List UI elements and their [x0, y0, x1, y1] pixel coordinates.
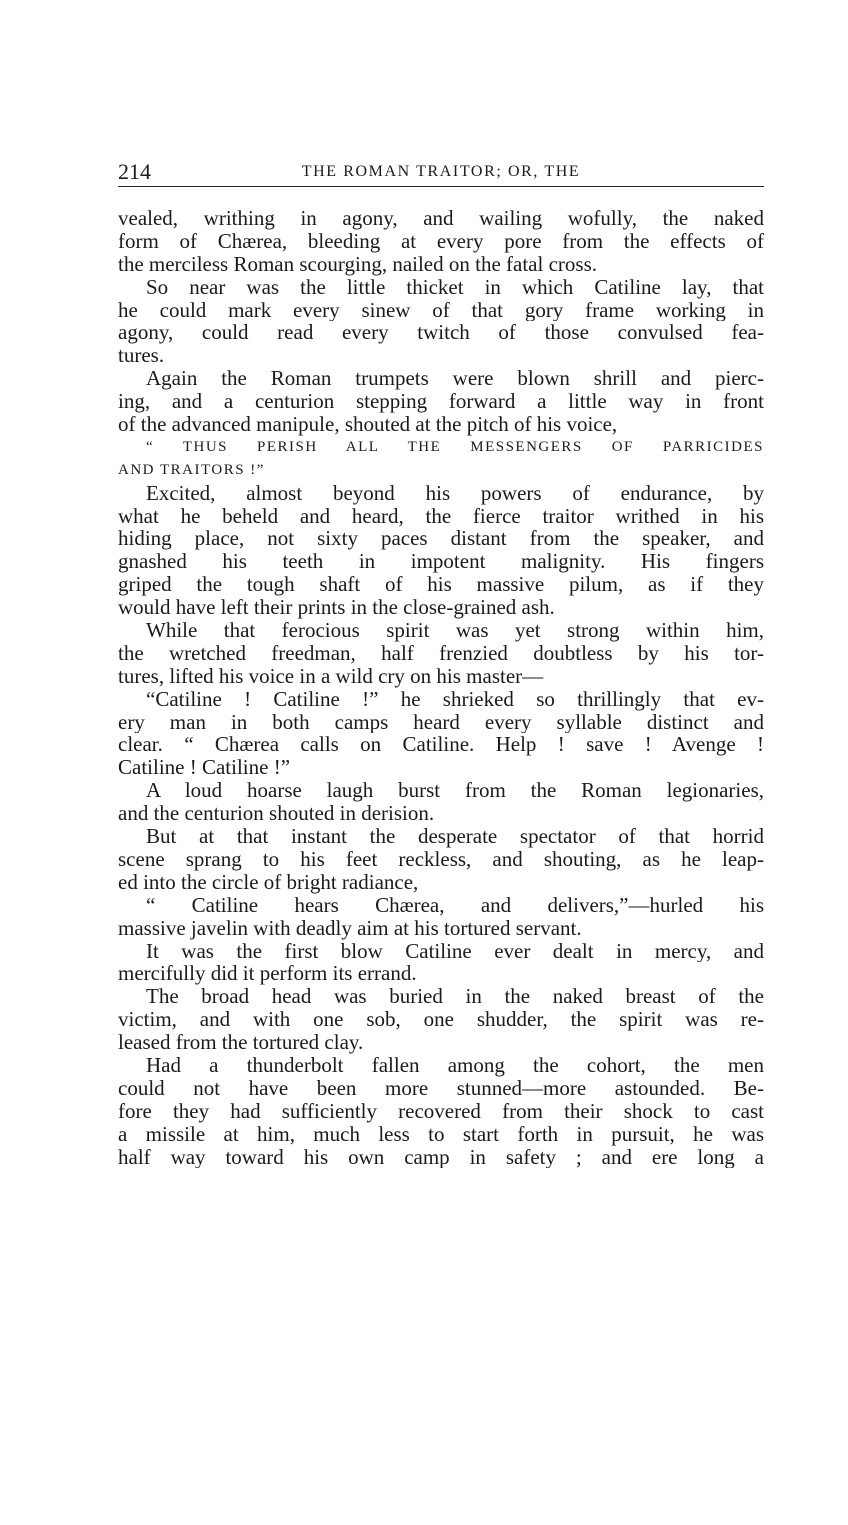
text-line: what he beheld and heard, the fierce traitor writhed in his	[118, 504, 764, 528]
text-line: While that ferocious spirit was yet strong within him,	[146, 619, 764, 642]
text-line: mercifully did it perform its errand.	[118, 962, 417, 986]
text-line: scene sprang to his feet reckless, and shouting, as he leap-	[118, 847, 764, 871]
text-line: half way toward his own camp in safety ; and ere long a	[118, 1145, 764, 1169]
text-line: Again the Roman trumpets were blown shrill and pierc-	[146, 367, 764, 391]
text-line: the wretched freedman, half frenzied doubtless by his tor-	[118, 641, 764, 665]
text-line: and the centurion shouted in derision.	[118, 802, 435, 826]
text-line: Excited, almost beyond his powers of endurance, by	[146, 481, 764, 505]
text-line: “ THUS PERISH ALL THE MESSENGERS OF PARRICIDES	[146, 438, 764, 455]
text-line: ing, and a centurion stepping forward a little way in front	[118, 390, 764, 414]
text-line: AND TRAITORS !”	[118, 461, 265, 478]
text-line: massive javelin with deadly aim at his tortured servant.	[118, 916, 582, 940]
text-line: The broad head was buried in the naked breast of the	[146, 985, 764, 1009]
text-line: form of Chærea, bleeding at every pore from the effects of	[118, 229, 764, 253]
text-line: It was the first blow Catiline ever dealt in mercy, and	[146, 939, 764, 963]
text-line: gnashed his teeth in impotent malignity. His fingers	[118, 550, 764, 574]
text-line: agony, could read every twitch of those convulsed fea-	[118, 321, 764, 345]
text-line: griped the tough shaft of his massive pilum, as if they	[118, 573, 764, 597]
text-line: Catiline ! Catiline !”	[118, 756, 291, 780]
text-line: he could mark every sinew of that gory frame working in	[118, 298, 764, 322]
text-line: clear. “ Chærea calls on Catiline. Help ! save ! Avenge !	[118, 733, 764, 757]
body-text	[118, 207, 764, 1168]
text-line: vealed, writhing in agony, and wailing wofully, the naked	[118, 207, 764, 230]
text-line: a missile at him, much less to start forth in pursuit, he was	[118, 1122, 764, 1146]
text-line: ery man in both camps heard every syllable distinct and	[118, 710, 764, 734]
text-line: So near was the little thicket in which Catiline lay, that	[146, 275, 764, 299]
text-line: victim, and with one sob, one shudder, the spirit was re-	[118, 1008, 764, 1032]
text-line: ed into the circle of bright radiance,	[118, 870, 419, 894]
text-line: A loud hoarse laugh burst from the Roman legionaries,	[146, 779, 764, 803]
text-line: Had a thunderbolt fallen among the cohort, the men	[146, 1053, 764, 1077]
page-header	[118, 158, 764, 187]
text-line: “ Catiline hears Chærea, and delivers,”—hurled his	[146, 893, 764, 917]
text-line: the merciless Roman scourging, nailed on the fatal cross.	[118, 252, 597, 276]
text-line: tures, lifted his voice in a wild cry on his master—	[118, 664, 544, 688]
text-line: “Catiline ! Catiline !” he shrieked so thrillingly that ev-	[146, 687, 764, 711]
text-line: hiding place, not sixty paces distant from the speaker, and	[118, 527, 764, 551]
page-number: 214	[118, 159, 151, 184]
text-line: would have left their prints in the close-grained ash.	[118, 596, 555, 620]
text-line: of the advanced manipule, shouted at the pitch of his voice,	[118, 413, 618, 436]
text-line: But at that instant the desperate spectator of that horrid	[146, 825, 764, 848]
text-line: fore they had sufficiently recovered from their shock to cast	[118, 1099, 764, 1123]
text-line: leased from the tortured clay.	[118, 1031, 364, 1054]
running-head: THE ROMAN TRAITOR; OR, THE	[301, 163, 581, 180]
text-line: could not have been more stunned—more astounded. Be-	[118, 1076, 764, 1100]
text-line: tures.	[118, 344, 165, 368]
